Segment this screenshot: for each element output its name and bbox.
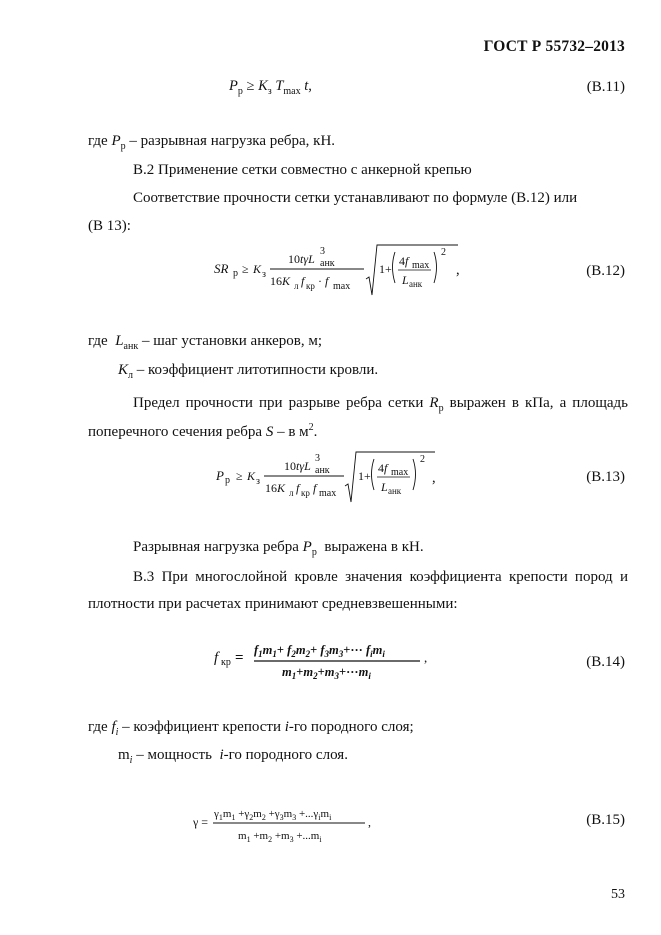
svg-text:з: з (262, 269, 266, 280)
section-b2-line1: Соответствие прочности сетки устанавливают по формуле (В.12) или (133, 190, 578, 206)
svg-text:max: max (391, 467, 409, 478)
svg-text:16K: 16K (265, 481, 286, 495)
svg-text:f: f (301, 274, 305, 288)
section-b2-line2: (В 13): (88, 218, 131, 234)
formula-b11: $P_р \ge K_з$ $T_{max}$ t, (229, 78, 312, 97)
formula-b15-svg (193, 800, 383, 848)
formula-b13-comma: , (432, 470, 436, 486)
svg-text:≥: ≥ (236, 469, 243, 483)
svg-text:m1 +m2 +m3 +...mi: $m_1 +m_2 +m_3 +...m_i$ (238, 830, 322, 844)
svg-text:л: л (294, 281, 299, 291)
svg-text:2: 2 (441, 247, 446, 258)
svg-text:3: 3 (320, 246, 325, 257)
equation-number-b12: (В.12) (586, 263, 625, 279)
svg-text:,: , (424, 650, 428, 665)
equation-number-b11: (В.11) (586, 79, 625, 95)
kl-definition: $K_л$ – коэффициент литотипности кровли. (118, 362, 379, 381)
svg-text:р: р (225, 475, 230, 486)
svg-text:P: P (216, 468, 224, 483)
formula-b14-svg (214, 634, 439, 684)
strength-line2: поперечного сечения ребра S – в $м^2$. (88, 422, 318, 440)
fi-definition: где $f_i$ – коэффициент крепости i-го породного слоя; (88, 719, 414, 738)
formula-b15 (193, 800, 383, 853)
svg-text:f: f (313, 481, 317, 495)
svg-text:f1m1+ f2m2+ f3m3+··· fimi: $f_1m_1+ f_2m_2+ f_3m_3+\cdot\cdot\cdot f_im_i$ (254, 643, 385, 659)
svg-text:m1+m2+m3+···mi: $m_1+m_2+m_3+\cdot\cdot\cdot m_i$ (282, 665, 371, 681)
svg-text:анк: анк (320, 258, 335, 269)
svg-text:2: 2 (420, 454, 425, 465)
document-header: ГОСТ Р 55732–2013 (483, 38, 625, 55)
svg-text:кр: кр (306, 281, 315, 291)
section-b3-line2: плотности при расчетах принимают средневзвешенными: (88, 596, 458, 612)
svg-text:анк: анк (315, 465, 330, 476)
strength-line1: Предел прочности при разрыве ребра сетки $R_р$ выражен в кПа, а площадь (133, 395, 629, 414)
svg-text:1+: 1+ (379, 262, 392, 276)
svg-text:max: max (412, 260, 430, 271)
formula-b12-comma: , (456, 262, 460, 278)
svg-text:10tγL: 10tγL (284, 459, 311, 473)
svg-text:л: л (289, 488, 294, 498)
svg-text:4f: 4f (378, 461, 388, 475)
section-b3-line1: В.3 При многослойной кровле значения коэффициента крепости пород и (133, 569, 628, 585)
equation-number-b15: (В.15) (586, 812, 625, 828)
svg-text:L: L (381, 480, 388, 494)
svg-text:γ =: γ = (193, 815, 209, 829)
formula-b12-svg (214, 243, 464, 299)
svg-text:K: K (253, 262, 262, 276)
svg-text:4f: 4f (399, 254, 409, 268)
svg-text:· f: · f (318, 274, 329, 288)
formula-b13 (216, 450, 441, 511)
equation-number-b14: (В.14) (586, 654, 625, 670)
svg-text:SR: SR (214, 261, 229, 276)
svg-text:кр: кр (221, 657, 231, 668)
svg-text:≥: ≥ (242, 262, 249, 276)
svg-text:f: f (214, 650, 219, 666)
svg-text:,: , (368, 815, 371, 829)
svg-text:max: max (319, 488, 337, 499)
equation-number-b13: (В.13) (586, 469, 625, 485)
svg-text:f: f (296, 481, 300, 495)
formula-b13-svg (216, 450, 441, 506)
svg-text:max: max (333, 281, 351, 292)
svg-text:γ1m1 +γ2m2 +γ3m3 +...γimi: $\gamma_1m_1 +\gamma_2m_2 +\gamma_3m_3 +...\gamma_im_i$ (214, 808, 332, 822)
svg-text:3: 3 (315, 453, 320, 464)
svg-text:кр: кр (301, 488, 310, 498)
svg-text:16K: 16K (270, 274, 291, 288)
formula-b14 (214, 634, 439, 689)
formula-b12 (214, 243, 464, 304)
lank-definition: где $L_{анк}$ – шаг установки анкеров, м; (88, 333, 323, 352)
svg-text:анк: анк (388, 486, 402, 496)
svg-text:K: K (247, 469, 256, 483)
svg-text:р: р (233, 268, 238, 279)
svg-text:1+: 1+ (358, 469, 371, 483)
rp-load-text: Разрывная нагрузка ребра $P_р$ выражена в кН. (133, 539, 424, 558)
svg-text:=: = (235, 650, 244, 666)
section-b2-heading: В.2 Применение сетки совместно с анкерной крепью (133, 162, 472, 178)
svg-text:10tγL: 10tγL (288, 252, 315, 266)
mi-definition: $m_i$ – мощность i-го породного слоя. (118, 747, 348, 766)
pr-definition: где $P_р$ – разрывная нагрузка ребра, кН. (88, 133, 336, 152)
svg-text:анк: анк (409, 279, 423, 289)
svg-text:з: з (256, 476, 260, 487)
page-number: 53 (611, 887, 625, 902)
svg-text:L: L (402, 273, 409, 287)
